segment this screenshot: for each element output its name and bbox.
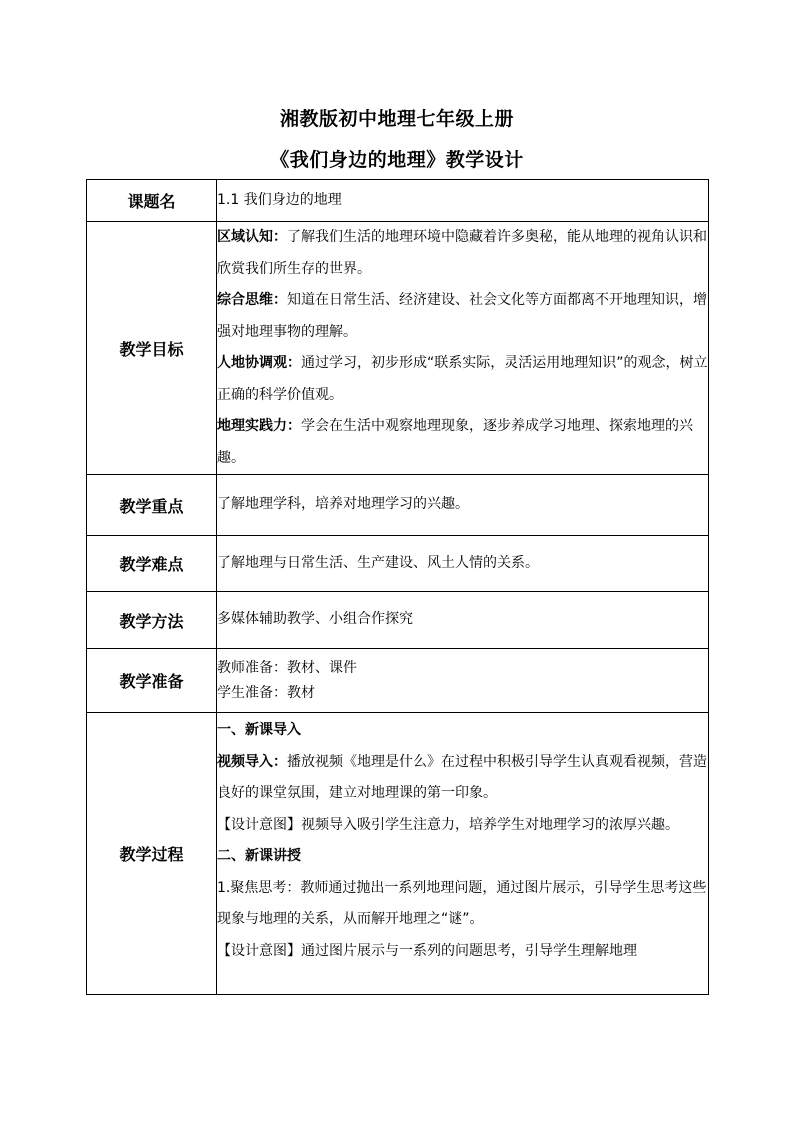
topic-value: 1.1 我们身边的地理 [217, 180, 709, 222]
table-row [87, 649, 709, 713]
table-row [87, 222, 709, 475]
design-intent: 【设计意图】视频导入吸引学生注意力，培养学生对地理学习的浓厚兴趣。 [217, 816, 679, 833]
objective-head: 人地协调观： [217, 355, 301, 371]
lesson-plan-table [86, 179, 709, 995]
difficulties-label: 教学难点 [87, 536, 217, 592]
preparation-label: 教学准备 [87, 649, 217, 713]
preparation-content [217, 649, 709, 713]
objective-text: 知道在日常生活、经济建设、社会文化等方面都离不开地理知识，增强对地理事物的理解。 [217, 292, 707, 340]
objective-item [217, 348, 708, 411]
table-row [87, 713, 709, 995]
section-heading: 一、新课导入 [217, 722, 301, 738]
objectives-content [217, 222, 709, 475]
process-label: 教学过程 [87, 713, 217, 995]
student-preparation: 学生准备：教材 [217, 684, 315, 701]
teacher-preparation: 教师准备：教材、课件 [217, 659, 357, 676]
section-heading: 二、新课讲授 [217, 848, 301, 864]
focus-thinking: 1.聚焦思考：教师通过抛出一系列地理问题，通过图片展示，引导学生思考这些现象与地理的关系，从而解开地理之“谜”。 [217, 879, 707, 927]
document-title: 湘教版初中地理七年级上册 [279, 108, 514, 130]
objectives-label: 教学目标 [87, 222, 217, 475]
objective-head: 区域认知： [217, 229, 287, 245]
methods-label: 教学方法 [87, 592, 217, 649]
key-points-label: 教学重点 [87, 475, 217, 536]
difficulties-value: 了解地理与日常生活、生产建设、风土人情的关系。 [217, 536, 709, 592]
objective-item [217, 222, 708, 285]
topic-label: 课题名 [87, 180, 217, 222]
objective-head: 综合思维： [217, 292, 287, 308]
objective-text: 学会在生活中观察地理现象，逐步养成学习地理、探索地理的兴趣。 [217, 418, 693, 466]
table-row [87, 475, 709, 536]
objective-item [217, 285, 708, 348]
video-intro-head: 视频导入： [217, 753, 287, 770]
methods-value: 多媒体辅助教学、小组合作探究 [217, 592, 709, 649]
process-text-wrapper [217, 715, 708, 993]
video-intro [217, 747, 708, 810]
process-content [217, 713, 709, 995]
document-subtitle: 《我们身边的地理》教学设计 [270, 149, 524, 171]
table-row [87, 180, 709, 222]
objective-text: 通过学习，初步形成“联系实际，灵活运用地理知识”的观念，树立正确的科学价值观。 [217, 355, 708, 403]
table-row [87, 536, 709, 592]
video-intro-text: 播放视频《地理是什么》在过程中积极引导学生认真观看视频，营造良好的课堂氛围，建立对地理课的第一印象。 [217, 753, 707, 801]
design-intent: 【设计意图】通过图片展示与一系列的问题思考，引导学生理解地理 [217, 942, 637, 959]
objective-text: 了解我们生活的地理环境中隐藏着许多奥秘，能从地理的视角认识和欣赏我们所生存的世界。 [217, 229, 707, 277]
table-row [87, 592, 709, 649]
objective-item [217, 411, 708, 474]
objective-head: 地理实践力： [217, 418, 301, 434]
key-points-value: 了解地理学科，培养对地理学习的兴趣。 [217, 475, 709, 536]
